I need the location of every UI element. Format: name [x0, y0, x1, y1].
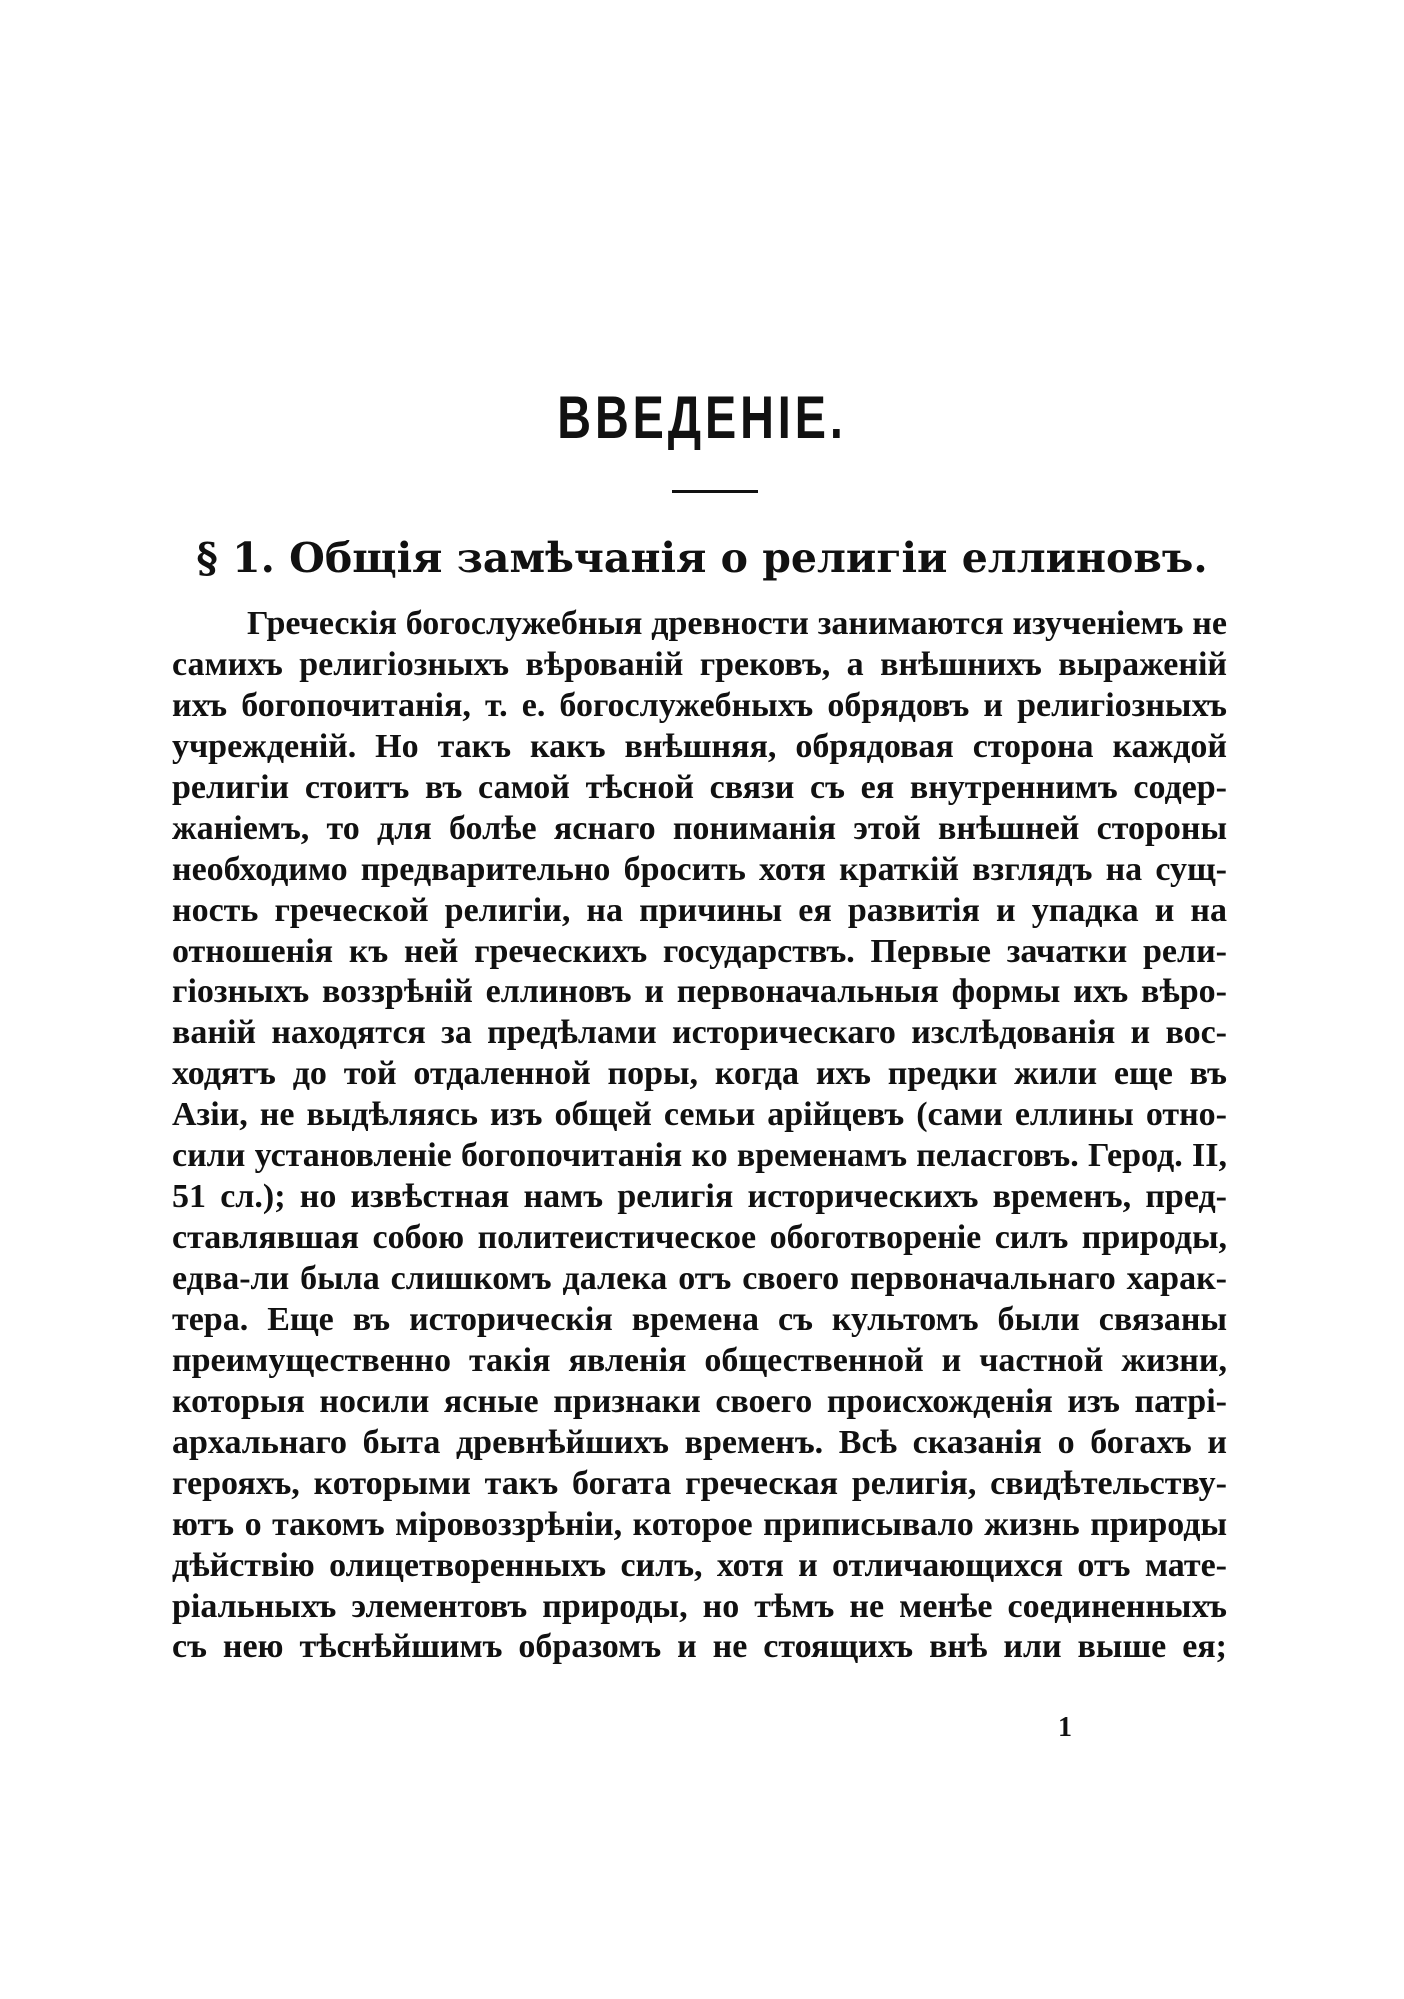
text-line: Греческія богослужебныя древности занимаются изученіемъ не	[247, 605, 1227, 642]
text-line: учрежденій. Но такъ какъ внѣшняя, обрядовая сторона каждой	[172, 727, 1227, 765]
text-line: 51 сл.); но извѣстная намъ религія историческихъ временъ, пред-	[172, 1178, 1227, 1216]
text-line: жаніемъ, то для болѣе яснаго пониманія этой внѣшней стороны	[172, 809, 1227, 847]
text-line: съ нею тѣснѣйшимъ образомъ и не стоящихъ внѣ или выше ея;	[172, 1628, 1227, 1666]
text-line: самихъ религіозныхъ вѣрованій грековъ, а внѣшнихъ выраженій	[172, 645, 1227, 683]
text-line: необходимо предварительно бросить хотя краткій взглядъ на сущ-	[172, 850, 1227, 888]
title-divider	[672, 490, 758, 493]
text-line: гіозныхъ воззрѣній еллиновъ и первоначальныя формы ихъ вѣро-	[172, 973, 1227, 1011]
text-line: Азіи, не выдѣляясь изъ общей семьи арійцевъ (сами еллины отно-	[172, 1096, 1227, 1134]
body-text	[172, 604, 1227, 1668]
text-line: тера. Еще въ историческія времена съ культомъ были связаны	[172, 1300, 1227, 1338]
page-number: 1	[1058, 1712, 1072, 1743]
chapter-title: ВВЕДЕНІЕ.	[557, 384, 847, 451]
text-line: едва-ли была слишкомъ далека отъ своего первоначальнаго харак-	[172, 1260, 1227, 1297]
text-line: ваній находятся за предѣлами историческаго изслѣдованія и вос-	[172, 1014, 1227, 1052]
text-line: ставлявшая собою политеистическое обоготвореніе силъ природы,	[172, 1219, 1227, 1257]
text-line: сили установленіе богопочитанія ко временамъ пеласговъ. Герод. II,	[172, 1137, 1227, 1175]
text-line: ріальныхъ элементовъ природы, но тѣмъ не менѣе соединенныхъ	[172, 1587, 1227, 1625]
text-line: ность греческой религіи, на причины ея развитія и упадка и на	[172, 891, 1227, 929]
text-line: дѣйствію олицетворенныхъ силъ, хотя и отличающихся отъ мате-	[172, 1546, 1227, 1584]
text-line: религіи стоитъ въ самой тѣсной связи съ ея внутреннимъ содер-	[172, 768, 1227, 806]
section-heading: § 1. Общія замѣчанія о религіи еллиновъ.	[196, 534, 1208, 582]
text-line: архальнаго быта древнѣйшихъ временъ. Всѣ сказанія о богахъ и	[172, 1423, 1227, 1461]
text-line: ходятъ до той отдаленной поры, когда ихъ предки жили еще въ	[172, 1055, 1227, 1093]
text-line: ютъ о такомъ міровоззрѣніи, которое приписывало жизнь природы	[172, 1505, 1227, 1543]
text-line: отношенія къ ней греческихъ государствъ. Первые зачатки рели-	[172, 932, 1227, 970]
text-line: герояхъ, которыми такъ богата греческая религія, свидѣтельству-	[172, 1464, 1227, 1502]
text-line: преимущественно такія явленія общественной и частной жизни,	[172, 1341, 1227, 1379]
text-line: ихъ богопочитанія, т. е. богослужебныхъ обрядовъ и религіозныхъ	[172, 686, 1227, 724]
text-line: которыя носили ясные признаки своего происхожденія изъ патрі-	[172, 1382, 1227, 1420]
